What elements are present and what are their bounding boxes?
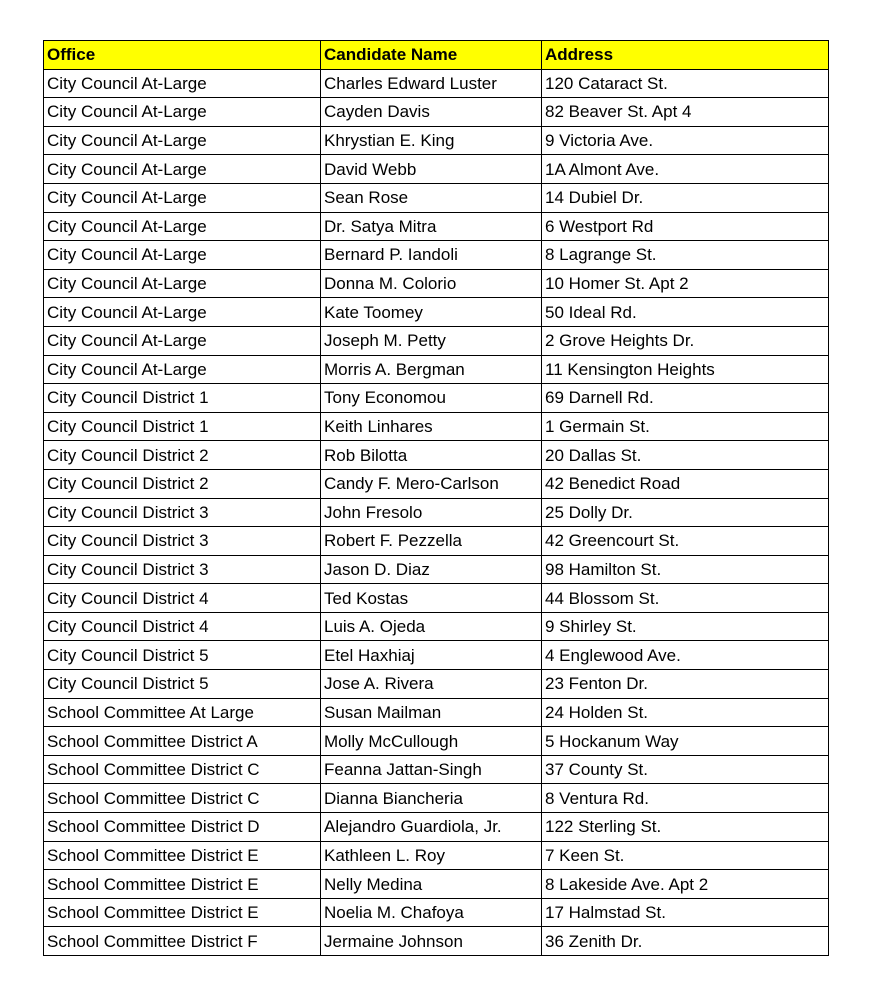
cell-office: City Council District 3: [44, 555, 321, 584]
cell-candidate-name: Khrystian E. King: [321, 126, 542, 155]
cell-candidate-name: Noelia M. Chafoya: [321, 898, 542, 927]
cell-address: 50 Ideal Rd.: [542, 298, 829, 327]
table-row: [44, 784, 829, 813]
table-row: [44, 412, 829, 441]
cell-office: School Committee District E: [44, 841, 321, 870]
cell-candidate-name: Dr. Satya Mitra: [321, 212, 542, 241]
cell-office: School Committee District C: [44, 784, 321, 813]
table-row: [44, 612, 829, 641]
cell-candidate-name: David Webb: [321, 155, 542, 184]
cell-candidate-name: Jermaine Johnson: [321, 927, 542, 956]
table-row: [44, 183, 829, 212]
table-row: [44, 212, 829, 241]
cell-office: City Council At-Large: [44, 212, 321, 241]
cell-address: 6 Westport Rd: [542, 212, 829, 241]
cell-address: 4 Englewood Ave.: [542, 641, 829, 670]
cell-address: 44 Blossom St.: [542, 584, 829, 613]
cell-address: 1A Almont Ave.: [542, 155, 829, 184]
cell-address: 11 Kensington Heights: [542, 355, 829, 384]
table-row: [44, 870, 829, 899]
cell-address: 120 Cataract St.: [542, 69, 829, 98]
cell-address: 8 Lagrange St.: [542, 241, 829, 270]
cell-office: City Council District 1: [44, 384, 321, 413]
cell-address: 122 Sterling St.: [542, 813, 829, 842]
cell-address: 36 Zenith Dr.: [542, 927, 829, 956]
cell-office: City Council At-Large: [44, 69, 321, 98]
table-row: [44, 898, 829, 927]
cell-candidate-name: Morris A. Bergman: [321, 355, 542, 384]
table-row: [44, 326, 829, 355]
cell-office: City Council District 3: [44, 527, 321, 556]
cell-address: 24 Holden St.: [542, 698, 829, 727]
cell-address: 69 Darnell Rd.: [542, 384, 829, 413]
cell-address: 9 Shirley St.: [542, 612, 829, 641]
table-row: [44, 384, 829, 413]
cell-candidate-name: Jason D. Diaz: [321, 555, 542, 584]
cell-address: 25 Dolly Dr.: [542, 498, 829, 527]
cell-office: City Council District 2: [44, 469, 321, 498]
cell-candidate-name: Joseph M. Petty: [321, 326, 542, 355]
cell-candidate-name: Luis A. Ojeda: [321, 612, 542, 641]
cell-candidate-name: Feanna Jattan-Singh: [321, 755, 542, 784]
table-row: [44, 498, 829, 527]
cell-office: City Council District 4: [44, 612, 321, 641]
table-row: [44, 555, 829, 584]
cell-office: City Council At-Large: [44, 241, 321, 270]
cell-address: 42 Greencourt St.: [542, 527, 829, 556]
cell-candidate-name: Jose A. Rivera: [321, 670, 542, 699]
cell-address: 37 County St.: [542, 755, 829, 784]
table-row: [44, 126, 829, 155]
table-row: [44, 241, 829, 270]
cell-address: 14 Dubiel Dr.: [542, 183, 829, 212]
table-header: [44, 41, 829, 70]
cell-candidate-name: Tony Economou: [321, 384, 542, 413]
cell-candidate-name: Kathleen L. Roy: [321, 841, 542, 870]
cell-candidate-name: Keith Linhares: [321, 412, 542, 441]
cell-candidate-name: Charles Edward Luster: [321, 69, 542, 98]
table-row: [44, 641, 829, 670]
cell-office: City Council District 2: [44, 441, 321, 470]
table-row: [44, 355, 829, 384]
table-row: [44, 98, 829, 127]
table-row: [44, 927, 829, 956]
table-row: [44, 698, 829, 727]
cell-candidate-name: Rob Bilotta: [321, 441, 542, 470]
table-row: [44, 727, 829, 756]
cell-candidate-name: Molly McCullough: [321, 727, 542, 756]
cell-candidate-name: Bernard P. Iandoli: [321, 241, 542, 270]
cell-address: 20 Dallas St.: [542, 441, 829, 470]
cell-candidate-name: Ted Kostas: [321, 584, 542, 613]
cell-address: 2 Grove Heights Dr.: [542, 326, 829, 355]
table-row: [44, 155, 829, 184]
header-candidate-name: Candidate Name: [321, 41, 542, 70]
cell-candidate-name: Kate Toomey: [321, 298, 542, 327]
candidates-table: [43, 40, 829, 956]
cell-address: 17 Halmstad St.: [542, 898, 829, 927]
cell-office: City Council At-Large: [44, 326, 321, 355]
cell-address: 98 Hamilton St.: [542, 555, 829, 584]
table-row: [44, 670, 829, 699]
cell-address: 8 Ventura Rd.: [542, 784, 829, 813]
cell-office: City Council At-Large: [44, 355, 321, 384]
cell-candidate-name: Candy F. Mero-Carlson: [321, 469, 542, 498]
cell-office: City Council District 1: [44, 412, 321, 441]
cell-office: City Council District 5: [44, 641, 321, 670]
table-row: [44, 469, 829, 498]
table-row: [44, 441, 829, 470]
table-row: [44, 755, 829, 784]
cell-office: City Council At-Large: [44, 126, 321, 155]
header-row: [44, 41, 829, 70]
cell-office: School Committee District C: [44, 755, 321, 784]
cell-candidate-name: Cayden Davis: [321, 98, 542, 127]
cell-office: City Council At-Large: [44, 298, 321, 327]
table-row: [44, 584, 829, 613]
cell-address: 42 Benedict Road: [542, 469, 829, 498]
cell-office: School Committee District F: [44, 927, 321, 956]
cell-address: 8 Lakeside Ave. Apt 2: [542, 870, 829, 899]
cell-address: 10 Homer St. Apt 2: [542, 269, 829, 298]
cell-office: City Council District 5: [44, 670, 321, 699]
cell-office: City Council At-Large: [44, 155, 321, 184]
cell-office: City Council At-Large: [44, 269, 321, 298]
cell-office: School Committee District A: [44, 727, 321, 756]
table-row: [44, 269, 829, 298]
table-row: [44, 841, 829, 870]
header-address: Address: [542, 41, 829, 70]
cell-office: City Council At-Large: [44, 183, 321, 212]
cell-candidate-name: Nelly Medina: [321, 870, 542, 899]
header-office: Office: [44, 41, 321, 70]
cell-candidate-name: Sean Rose: [321, 183, 542, 212]
cell-address: 5 Hockanum Way: [542, 727, 829, 756]
cell-office: School Committee District D: [44, 813, 321, 842]
cell-candidate-name: Donna M. Colorio: [321, 269, 542, 298]
cell-office: School Committee District E: [44, 898, 321, 927]
cell-candidate-name: Alejandro Guardiola, Jr.: [321, 813, 542, 842]
cell-office: School Committee At Large: [44, 698, 321, 727]
cell-candidate-name: John Fresolo: [321, 498, 542, 527]
cell-candidate-name: Etel Haxhiaj: [321, 641, 542, 670]
table-row: [44, 298, 829, 327]
cell-candidate-name: Susan Mailman: [321, 698, 542, 727]
cell-office: City Council At-Large: [44, 98, 321, 127]
cell-office: City Council District 3: [44, 498, 321, 527]
cell-address: 9 Victoria Ave.: [542, 126, 829, 155]
cell-office: City Council District 4: [44, 584, 321, 613]
table-row: [44, 69, 829, 98]
cell-address: 7 Keen St.: [542, 841, 829, 870]
cell-office: School Committee District E: [44, 870, 321, 899]
cell-candidate-name: Robert F. Pezzella: [321, 527, 542, 556]
table-row: [44, 527, 829, 556]
cell-address: 1 Germain St.: [542, 412, 829, 441]
table-row: [44, 813, 829, 842]
table-body: [44, 69, 829, 955]
cell-candidate-name: Dianna Biancheria: [321, 784, 542, 813]
cell-address: 23 Fenton Dr.: [542, 670, 829, 699]
cell-address: 82 Beaver St. Apt 4: [542, 98, 829, 127]
